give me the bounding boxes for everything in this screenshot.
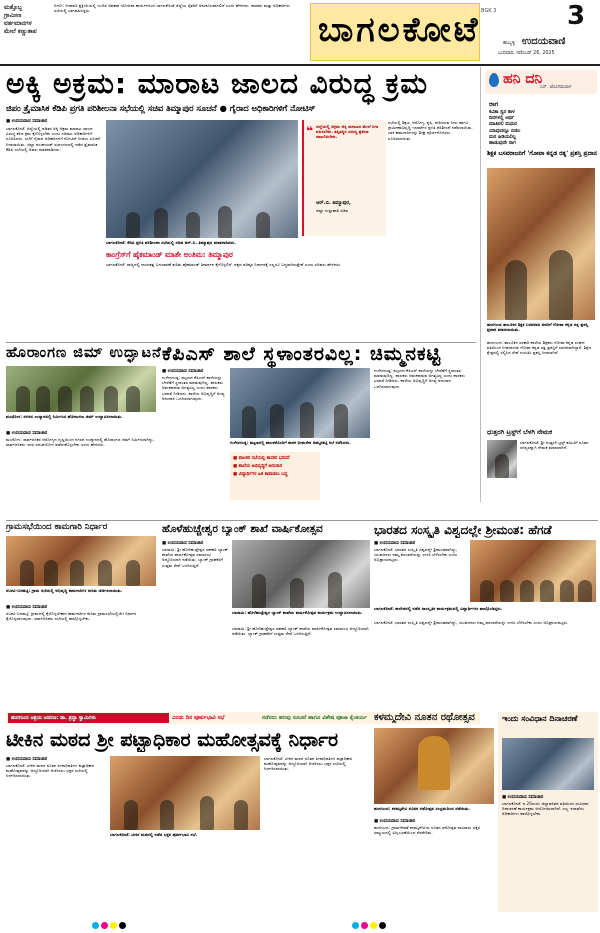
gym-caption: ಮುಧೋಳ: ನಗರದ ಉದ್ಯಾನದಲ್ಲಿ ನಿರ್ಮಿಸಿದ ಹೊರಾಂಗಣ ಜಿಮ್ ಉದ್ಘಾಟಿಸಲಾಯಿತು. [6, 414, 123, 419]
gym-body: ಮುಧೋಳ: ಸಾರ್ವಜನಿಕರ ಆರೋಗ್ಯದ ದೃಷ್ಟಿಯಿಂದ ನಗರದ ಉದ್ಯಾನದಲ್ಲಿ ಹೊರಾಂಗಣ ಜಿಮ್ ನಿರ್ಮಿಸಲಾಗಿದ್ದು, ಸಾರ್ವಜನಿಕರು ಇದರ ಸದುಪಯೋಗ ಪಡೆದುಕೊಳ್ಳಬೇಕು ಎಂದು ಹೇಳಿದರು. [6, 437, 155, 448]
constitution-byline: ■ ಉದಯವಾಣಿ ಸಮಾಚಾರ [502, 795, 544, 800]
paper-name: ಉದಯವಾಣಿ [522, 36, 566, 47]
kalamma-photo [374, 728, 494, 804]
tekin-body: ಬಾಗಲಕೋಟೆ: ಟೀಕಿನ ಮಠದ ನೂತನ ಪೀಠಾಧಿಪತಿಗಳ ಪಟ್ಟಾಧಿಕಾರ ಮಹೋತ್ಸವವನ್ನು ಅದ್ದೂರಿಯಾಗಿ ಆಚರಿಸಲು ಭಕ್ತರ ಸಭೆಯಲ್ಲಿ ನಿರ್ಧರಿಸಲಾಯಿತು. [6, 763, 95, 779]
tekin-photo [110, 756, 260, 830]
tekin-caption: ಬಾಗಲಕೋಟೆ: ಟೀಕಿನ ಮಠದಲ್ಲಿ ನಡೆದ ಭಕ್ತರ ಪೂರ್ವಭಾವಿ ಸಭೆ. [110, 832, 198, 837]
tekin-column-text: ಬಾಗಲಕೋಟೆ: ಟೀಕಿನ ಮಠದ ನೂತನ ಪೀಠಾಧಿಪತಿಗಳ ಪಟ್ಟಾಧಿಕಾರ ಮಹೋತ್ಸವವನ್ನು ಅದ್ದೂರಿಯಾಗಿ ಆಚರಿಸಲು ಭಕ್ತರ ಸಭೆಯಲ್ಲಿ ನಿರ್ಧರಿಸಲಾಯಿತು. [264, 756, 353, 772]
kalamma-headline: ಕಳಮ್ಮದೇವಿ ನೂತನ ರಥೋತ್ಸವ [374, 712, 475, 723]
section-title: ಬಾಗಲಕೋಟೆ [318, 10, 481, 50]
constitution-body: ಬಾಗಲಕೋಟೆ: ನ.26ರಂದು ಜಿಲ್ಲಾಡಳಿತದ ವತಿಯಿಂದ ಸಂವಿಧಾನ ದಿನಾಚರಣೆ ಕಾರ್ಯಕ್ರಮ ಆಯೋಜಿಸಲಾಗಿದೆ. ಎಲ್ಲ ಇಲಾಖೆಯ ಅಧಿಕಾರಿಗಳು ಪಾಲ್ಗೊಳ್ಳಬೇಕು. [502, 801, 589, 817]
kps-byline: ■ ಉದಯವಾಣಿ ಸಮಾಚಾರ [162, 369, 204, 374]
kps-column-text: ಗುಳೇದಗುಡ್ಡ: ಪಟ್ಟಣದ ಕೆಪಿಎಸ್ ಶಾಲೆಯನ್ನು ಬೇರೆಡೆಗೆ ಸ್ಥಳಾಂತರ ಮಾಡುವುದಿಲ್ಲ. ಪಾಲಕರು ಆತಂಕಪಡುವ ಅಗತ್ಯವಿಲ್ಲ ಎಂದು ಶಾಸಕರು ಭರವಸೆ ನೀಡಿದರು. ಶಾಲೆಯ ಅಭಿವೃದ್ಧಿಗೆ ಅಗತ್ಯ ಅನುದಾನ ಒದಗಿಸಲಾಗುವುದು. [374, 368, 465, 389]
gramin-headline: ಗ್ರಾಮಸಭೆಯಿಂದ ಕಾಮಗಾರಿ ನಿರ್ಧಾರ [6, 522, 108, 532]
constitution-headline: ಇಂದು ಸಂವಿಧಾನ ದಿನಾಚರಣೆ [502, 714, 578, 723]
lead-photo-caption: ಬಾಗಲಕೋಟೆ: ಕೆಡಿಪಿ ಪ್ರಗತಿ ಪರಿಶೀಲನಾ ಸಭೆಯಲ್ಲಿ ಸಚಿವ ಆರ್.ಬಿ. ತಿಮ್ಮಾಪುರ ಮಾತನಾಡಿದರು. [106, 240, 236, 245]
mid-rule [6, 520, 598, 521]
gramin-body: ರಬಕವಿ-ಬನಹಟ್ಟಿ: ಗ್ರಾಮದಲ್ಲಿ ಕೈಗೊಳ್ಳಬೇಕಾದ ಕಾಮಗಾರಿಗಳ ಕುರಿತು ಗ್ರಾಮಸಭೆಯಲ್ಲಿಯೇ ನಿರ್ಧಾರ ಕೈಗೊಳ್ಳಲಾಗುವುದು. ಸಾರ್ವಜನಿಕರು ಸಭೆಯಲ್ಲಿ ಪಾಲ್ಗೊಳ್ಳಬೇಕು. [6, 611, 137, 622]
gym-photo [6, 366, 156, 412]
lead-subhead: ಜಿಪಂ ತ್ರೈಮಾಸಿಕ ಕೆಡಿಪಿ ಪ್ರಗತಿ ಪರಿಶೀಲನಾ ಸಭೆಯಲ್ಲಿ ಸಚಿವ ತಿಮ್ಮಾಪುರ ಸೂಚನೆ ● ಗೈರಾದ ಅಧಿಕಾರಿಗಳಿಗೆ ನೋಟಿಸ್ [6, 103, 316, 113]
kps-photo [230, 368, 370, 438]
bank-byline: ■ ಉದಯವಾಣಿ ಸಮಾಚಾರ [162, 541, 204, 546]
kalamma-body: ಹುನಗುಂದ: ಗ್ರಾಮದೇವತೆ ಕಳಮ್ಮದೇವಿಯ ನೂತನ ರಥೋತ್ಸವ ಸಾವಿರಾರು ಭಕ್ತರ ಸಮ್ಮುಖದಲ್ಲಿ ವಿಜೃಂಭಣೆಯಿಂದ ನೆರವೇರಿತು. [374, 825, 480, 836]
gramin-byline: ■ ಉದಯವಾಣಿ ಸಮಾಚಾರ [6, 605, 48, 610]
masthead-rule [0, 64, 600, 66]
masthead [0, 0, 600, 66]
kps-box-lines: ■ ಪಾಲಕರ ಸಭೆಯಲ್ಲಿ ಶಾಸಕರ ಭರವಸೆ ■ ಶಾಲೆಯ ಅಭಿವೃದ್ಧಿಗೆ ಅನುದಾನ ■ ವಿದ್ಯಾರ್ಥಿಗಳ ಹಿತ ಕಾಪಾಡಲು ಬದ್ಧ [233, 456, 290, 477]
kalamma-caption: ಹುನಗುಂದ: ಕಳಮ್ಮದೇವಿ ನೂತನ ರಥೋತ್ಸವ ಸಂಭ್ರಮದಿಂದ ನಡೆಯಿತು. [374, 806, 471, 811]
bank-body: ಬಾದಾಮಿ: ಶ್ರೀ ಹೊಳೆಹುಚ್ಚೇಶ್ವರ ಸಹಕಾರಿ ಬ್ಯಾಂಕ್ ಶಾಖೆಯ ವಾರ್ಷಿಕೋತ್ಸವ ಸಮಾರಂಭ ಅದ್ದೂರಿಯಾಗಿ ನಡೆಯಿತು. ಬ್ಯಾಂಕ್ ಗ್ರಾಹಕರಿಗೆ ಉತ್ತಮ ಸೇವೆ ಒದಗಿಸುತ್ತಿದೆ. [162, 547, 228, 568]
brand-credit: ಎಸ್. ಜೊಂಗಮಲಾಳ [540, 85, 572, 90]
tekin-byline: ■ ಉದಯವಾಣಿ ಸಮಾಚಾರ [6, 757, 48, 762]
poem-lines: ಕವಿತಾ ಸ್ವರ ತಾಳ ದಿನಗಳಲ್ಲಿ ಅರ್ಥ ಮಾತಿನಲಿ ಮಧುರ ಯಾವುದನ್ನೂ ಬಿಡಲ ಮನ ಹಿಡಿಯಲಿಲ್ಲ ಹಾಡುವುದೇ ರಾಗ [489, 110, 521, 147]
strip-red-label: ಹುನಗುಂದ ಆಶ್ರಯ ಆವರಣ: ಡಾ. ಶ್ರದ್ಧಾ ಸ್ವಾಮಿಗಳು [8, 713, 169, 723]
award-photo [487, 168, 595, 320]
culture-byline: ■ ಉದಯವಾಣಿ ಸಮಾಚಾರ [374, 541, 416, 546]
culture-column-text: ಬಾಗಲಕೋಟೆ: ಭಾರತದ ಸಂಸ್ಕೃತಿ ವಿಶ್ವದಲ್ಲೇ ಶ್ರೀಮಂತವಾಗಿದ್ದು, ಯುವಜನರು ನಮ್ಮ ಪರಂಪರೆಯನ್ನು ಉಳಿಸಿ ಬೆಳೆಸಬೇಕು ಎಂದು ಅಭಿಪ್ರಾಯಪಟ್ಟರು. [374, 620, 569, 625]
culture-headline: ಭಾರತದ ಸಂಸ್ಕೃತಿ ವಿಶ್ವದಲ್ಲೇ ಶ್ರೀಮಂತ: ಹೆಗಡೆ [374, 523, 552, 537]
appoint-headline: ಧುತ್ತರಗಿ ಟ್ರಸ್ಟ್‌ಗೆ ಬೆಳಗಿ ನೇಮಕ [487, 428, 553, 436]
quote-icon: ❝ [306, 124, 314, 138]
appoint-body: ಬಾಗಲಕೋಟೆ: ಶ್ರೀ ಧುತ್ತರಗಿ ಟ್ರಸ್ಟ್ ಕಮಿಟಿಗೆ ನೂತನ ಸದಸ್ಯರನ್ನಾಗಿ ನೇಮಕ ಮಾಡಲಾಗಿದೆ. [520, 440, 589, 451]
culture-body: ಬಾಗಲಕೋಟೆ: ಭಾರತದ ಸಂಸ್ಕೃತಿ ವಿಶ್ವದಲ್ಲೇ ಶ್ರೀಮಂತವಾಗಿದ್ದು, ಯುವಜನರು ನಮ್ಮ ಪರಂಪರೆಯನ್ನು ಉಳಿಸಿ ಬೆಳೆಸಬೇಕು ಎಂದು ಅಭಿಪ್ರಾಯಪಟ್ಟರು. [374, 547, 458, 563]
award-body: ಹುನಗುಂದ: ತಾಲೂಕಿನ ಸರಕಾರಿ ಶಾಲೆಯ ಶಿಕ್ಷಕರು ಗೋವಾ ಕನ್ನಡ ಸಂಘದ ವತಿಯಿಂದ ನೀಡಲಾಗುವ ಗೋವಾ ಕನ್ನಡ ರತ್ನ ಪ್ರಶಸ್ತಿಗೆ ಭಾಜನರಾಗಿದ್ದಾರೆ. ಶಿಕ್ಷಣ ಕ್ಷೇತ್ರದಲ್ಲಿ ಸಲ್ಲಿಸಿದ ಸೇವೆ ಗುರುತಿಸಿ ಪ್ರಶಸ್ತಿ ನೀಡಲಾಗಿದೆ. [487, 340, 592, 356]
registration-marks-right [352, 914, 388, 933]
lead-headline: ಅಕ್ಕಿ ಅಕ್ರಮ: ಮಾರಾಟ ಜಾಲದ ವಿರುದ್ಧ ಕ್ರಮ [6, 67, 428, 100]
lead-quote-role: ಜಿಲ್ಲಾ ಉಸ್ತುವಾರಿ ಸಚಿವ [316, 208, 349, 213]
culture-photo [470, 540, 596, 602]
kps-body: ಗುಳೇದಗುಡ್ಡ: ಪಟ್ಟಣದ ಕೆಪಿಎಸ್ ಶಾಲೆಯನ್ನು ಬೇರೆಡೆಗೆ ಸ್ಥಳಾಂತರ ಮಾಡುವುದಿಲ್ಲ. ಪಾಲಕರು ಆತಂಕಪಡುವ ಅಗತ್ಯವಿಲ್ಲ ಎಂದು ಶಾಸಕರು ಭರವಸೆ ನೀಡಿದರು. ಶಾಲೆಯ ಅಭಿವೃದ್ಧಿಗೆ ಅಗತ್ಯ ಅನುದಾನ ಒದಗಿಸಲಾಗುವುದು. [162, 375, 225, 401]
bank-headline: ಹೊಳೆಹುಚ್ಚೇಶ್ವರ ಬ್ಯಾಂಕ್ ಶಾಖೆ ವಾರ್ಷಿಕೋತ್ಸವ [162, 523, 323, 535]
masthead-tagline: ಮತ್ತೊಬ್ಬ ಗ್ರಾಮೀಣ ವರ್ತಮಾನಗಳ ಮೇಲೆ ಕಣ್ಣುತಾಪ [4, 4, 37, 35]
edition-code: BGK 3 [481, 8, 497, 14]
kps-headline: ಕೆಪಿಎಸ್ ಶಾಲೆ ಸ್ಥಳಾಂತರವಿಲ್ಲ: ಚಿಮ್ಮನಕಟ್ಟಿ [162, 343, 442, 365]
kps-caption: ಗುಳೇದಗುಡ್ಡ: ಪಟ್ಟಣದಲ್ಲಿ ಪಾಲಕರೊಂದಿಗೆ ಶಾಸಕ ಭೀಮಸೇನ ಚಿಮ್ಮನಕಟ್ಟಿ ಸಭೆ ನಡೆಸಿದರು. [230, 440, 351, 445]
award-headline: ಶಿಕ್ಷಕ ಬಸವರಾಜರಿಗೆ 'ಗೋವಾ ಕನ್ನಡ ರತ್ನ' ಪ್ರಶಸ್ತಿ ಪ್ರದಾನ [487, 150, 597, 157]
lead-quote: ಜಿಲ್ಲೆಯಲ್ಲಿ ಅಕ್ರಮ ಅಕ್ಕಿ ಸಾಗಾಟದ ಮೇಲೆ ನಿಗಾ ವಹಿಸಬೇಕು. ತಪ್ಪಿತಸ್ಥರ ವಿರುದ್ಧ ಪ್ರಕರಣ ದಾಖಲಿಸಬೇಕು. [316, 124, 379, 140]
lead-sub-headline: ಕಾಂಗ್ರೆಸ್‌ಗೆ ಹೈಕಮಾಂಡ್ ಮಾತೇ ಅಂತಿಮ: ತಿಮ್ಮಾಪುರ [106, 250, 233, 259]
paper-prefix: ಹುಬ್ಬಳ್ಳಿ [503, 40, 516, 46]
culture-caption: ಬಾಗಲಕೋಟೆ: ಕಾಲೇಜಿನಲ್ಲಿ ನಡೆದ ಸಾಂಸ್ಕೃತಿಕ ಕಾರ್ಯಕ್ರಮದಲ್ಲಿ ವಿದ್ಯಾರ್ಥಿಗಳು ಪಾಲ್ಗೊಂಡಿದ್ದರು. [374, 606, 503, 611]
date-line: ಬುಧವಾರ, ನವೆಂಬರ್ 26, 2025 [498, 51, 555, 56]
tekin-headline: ಟೀಕಿನ ಮಠದ ಶ್ರೀ ಪಟ್ಟಾಧಿಕಾರ ಮಹೋತ್ಸವಕ್ಕೆ ನಿರ್ಧಾರ [6, 729, 339, 751]
brand-name: ಹನಿ ದನಿ [503, 71, 543, 87]
brand-drop-icon [489, 73, 499, 87]
strip-green-text: ನಡೆಸಲು ಹಲವು ಸೂಚನೆ ಹಾಗೂ ವಿಶೇಷ ಪೂಜಾ ಕೈಂಕರ್ಯ [262, 715, 368, 721]
bank-caption: ಬಾದಾಮಿ: ಹೊಳೆಹುಚ್ಚೇಶ್ವರ ಬ್ಯಾಂಕ್ ಶಾಖೆಯ ವಾರ್ಷಿಕೋತ್ಸವ ಕಾರ್ಯಕ್ರಮ ಉದ್ಘಾಟಿಸಲಾಯಿತು. [232, 610, 363, 615]
strip-red-text: ಎರಡು ದಿನ ಪೂರ್ವಭಾವಿ ಸಭೆ [172, 715, 225, 721]
masthead-top-text: ಬೀಳಗಿ: ನೀರಾವರಿ ಪ್ರಕ್ರಿಯೆಯಲ್ಲಿ ಇಂದಿನ ಅವಕಾಶ ಯೋಜನಾ ಕಾರ್ಯಗಳಿಂದ ಬಾಗಲಕೋಟೆ ಜಿಲ್ಲೆಯ ರೈತರಿಗೆ ಅನುಕೂಲವಾಗಲಿದೆ ಎಂದು ಹೇಳಿದರು. ಶಾಸಕರು ಮತ್ತು ಅಧಿಕಾರಿಗಳು ಸಭೆಯಲ್ಲಿ ಭಾಗವಹಿಸಿದ್ದರು. [54, 3, 291, 14]
lead-column-text: ಸಭೆಯಲ್ಲಿ ಶಿಕ್ಷಣ, ಆರೋಗ್ಯ, ಕೃಷಿ, ಕುಡಿಯುವ ನೀರು ಹಾಗೂ ಗ್ರಾಮೀಣಾಭಿವೃದ್ಧಿ ಇಲಾಖೆಗಳ ಪ್ರಗತಿ ಪರಿಶೀಲನೆ ನಡೆಸಲಾಯಿತು. ಬಾಕಿ ಕಾಮಗಾರಿಗಳನ್ನು ಶೀಘ್ರ ಪೂರ್ಣಗೊಳಿಸಲು ಸೂಚಿಸಲಾಯಿತು. [388, 120, 473, 141]
lead-photo [106, 120, 298, 238]
appoint-photo [487, 440, 517, 478]
gym-byline: ■ ಉದಯವಾಣಿ ಸಮಾಚಾರ [6, 431, 48, 436]
lead-sub-body: ಬಾಗಲಕೋಟೆ: ರಾಜ್ಯದಲ್ಲಿ ನಾಯಕತ್ವ ಬದಲಾವಣೆ ಕುರಿತು ಹೈಕಮಾಂಡ್ ತೀರ್ಮಾನ ಕೈಗೊಳ್ಳಲಿದೆ. ಪಕ್ಷದ ವರಿಷ್ಠರ ನಿರ್ಧಾರಕ್ಕೆ ಎಲ್ಲರೂ ಬದ್ಧರಾಗಿರುತ್ತೇವೆ ಎಂದು ಸಚಿವರು ಹೇಳಿದರು. [106, 262, 342, 267]
gramin-photo [6, 536, 156, 586]
bank-photo [232, 540, 370, 608]
gramin-caption: ರಬಕವಿ-ಬನಹಟ್ಟಿ: ಗ್ರಾಮ ಸಭೆಯಲ್ಲಿ ಅಭಿವೃದ್ಧಿ ಕಾಮಗಾರಿಗಳ ಕುರಿತು ಚರ್ಚಿಸಲಾಯಿತು. [6, 588, 123, 593]
award-caption: ಹುನಗುಂದ ತಾಲೂಕಿನ ಶಿಕ್ಷಕ ಬಸವರಾಜ ಅವರಿಗೆ ಗೋವಾ ಕನ್ನಡ ರತ್ನ ಪ್ರಶಸ್ತಿ ಪ್ರದಾನ ಮಾಡಲಾಯಿತು. [487, 322, 589, 332]
bank-column-text: ಬಾದಾಮಿ: ಶ್ರೀ ಹೊಳೆಹುಚ್ಚೇಶ್ವರ ಸಹಕಾರಿ ಬ್ಯಾಂಕ್ ಶಾಖೆಯ ವಾರ್ಷಿಕೋತ್ಸವ ಸಮಾರಂಭ ಅದ್ದೂರಿಯಾಗಿ ನಡೆಯಿತು. ಬ್ಯಾಂಕ್ ಗ್ರಾಹಕರಿಗೆ ಉತ್ತಮ ಸೇವೆ ಒದಗಿಸುತ್ತಿದೆ. [232, 626, 369, 637]
lead-byline: ■ ಉದಯವಾಣಿ ಸಮಾಚಾರ [6, 119, 48, 124]
poem-title: ರಾಗ [489, 100, 499, 108]
kalamma-byline: ■ ಉದಯವಾಣಿ ಸಮಾಚಾರ [374, 819, 416, 824]
constitution-photo [502, 738, 594, 790]
lead-body: ಬಾಗಲಕೋಟೆ: ಜಿಲ್ಲೆಯಲ್ಲಿ ಪಡಿತರ ಅಕ್ಕಿ ಅಕ್ರಮ ಮಾರಾಟ ಜಾಲದ ವಿರುದ್ಧ ಕಠಿಣ ಕ್ರಮ ಕೈಗೊಳ್ಳಬೇಕು ಎಂದು ಸಚಿವರು ಅಧಿಕಾರಿಗಳಿಗೆ ಸೂಚಿಸಿದರು. ಸಭೆಗೆ ಗೈರಾದ ಅಧಿಕಾರಿಗಳಿಗೆ ನೋಟಿಸ್ ನೀಡಲು ಸೂಚನೆ ನೀಡಲಾಯಿತು. ಜಿಲ್ಲಾ ಪಂಚಾಯತ್ ಸಭಾಂಗಣದಲ್ಲಿ ನಡೆದ ತ್ರೈಮಾಸಿಕ ಕೆಡಿಪಿ ಸಭೆಯಲ್ಲಿ ಅವರು ಮಾತನಾಡಿದರು. [6, 126, 100, 152]
registration-marks [92, 914, 128, 933]
gym-headline: ಹೊರಾಂಗಣ ಜಿಮ್ ಉದ್ಘಾಟನೆ [6, 345, 162, 361]
lead-quote-author: ಆರ್.ಬಿ. ತಿಮ್ಮಾಪುರ, [316, 200, 351, 206]
page-number: 3 [567, 1, 586, 31]
